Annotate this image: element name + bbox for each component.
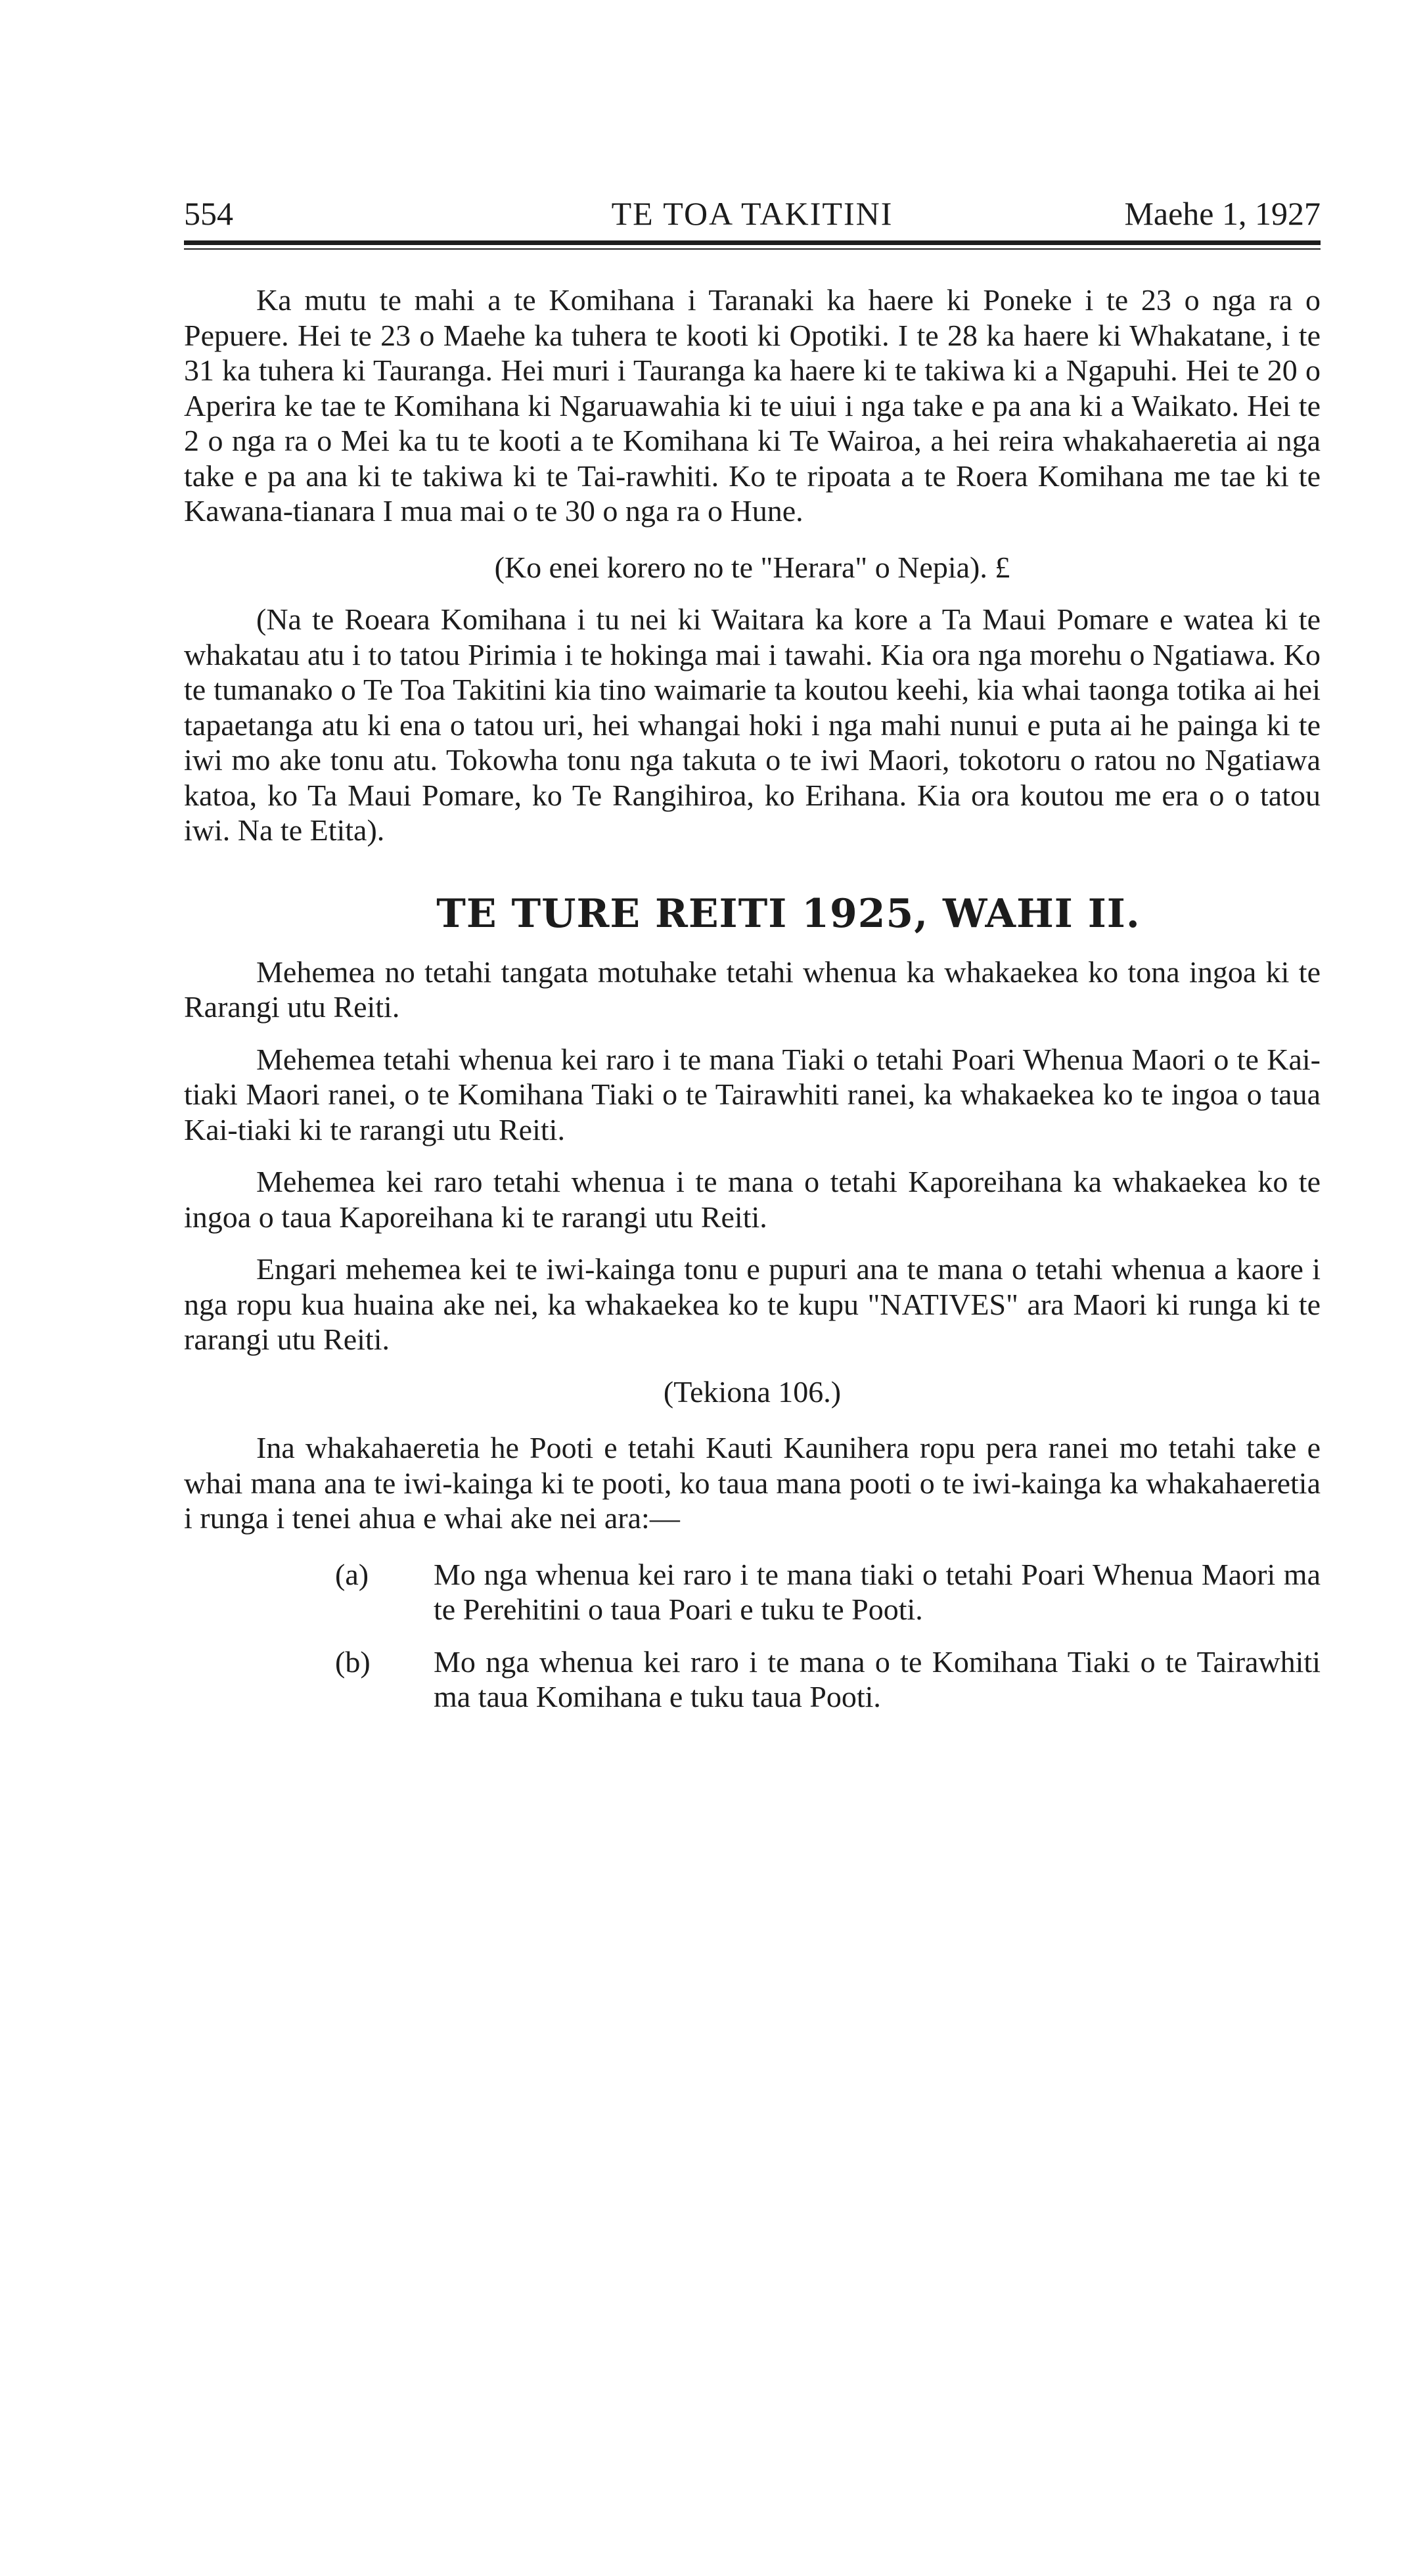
section-paragraph: Mehemea tetahi whenua kei raro i te mana Tiaki o tetahi Poari Whenua Maori o te Kai-tiaki Maori ranei, o te Komihana Tiaki o te Tairawhiti ranei, ka whakaekea ko te ingoa o taua Kai-tiaki ki te rarangi utu Reiti. [184, 1042, 1321, 1146]
page-number: 554 [184, 195, 233, 232]
source-line: (Ko enei korero no te "Herara" o Nepia). £ [494, 550, 1010, 584]
page-content [184, 282, 1321, 1715]
list-item [335, 1557, 1321, 1627]
header-rule-thick [184, 240, 1321, 245]
issue-date: Maehe 1, 1927 [1124, 195, 1321, 232]
section-paragraph: Mehemea kei raro tetahi whenua i te mana o tetahi Kaporeihana ka whakaekea ko te ingoa o taua Kaporeihana ki te rarangi utu Reiti. [184, 1165, 1321, 1234]
list-item-label: (a) [335, 1557, 369, 1591]
section-paragraph: Ina whakahaeretia he Pooti e tetahi Kauti Kaunihera ropu pera ranei mo tetahi take e whai mana ana te iwi-kainga ki te pooti, ko taua mana pooti o te iwi-kainga ka whakahaeretia i runga i tenei ahua e whai ake nei ara:— [184, 1431, 1321, 1535]
section-paragraph: Engari mehemea kei te iwi-kainga tonu e pupuri ana te mana o tetahi whenua a kaore i nga ropu kua huaina ake nei, ka whakaekea ko te kupu "NATIVES" ara Maori ki runga ki te rarangi utu Reiti. [184, 1252, 1321, 1356]
section-heading: TE TURE REITI 1925, WAHI II. [436, 890, 1141, 937]
section-paragraph: Mehemea no tetahi tangata motuhake tetahi whenua ka whakaekea ko tona ingoa ki te Rarangi utu Reiti. [184, 955, 1321, 1024]
list-item-label: (b) [335, 1644, 371, 1679]
publication-title: TE TOA TAKITINI [611, 195, 893, 232]
page-header [184, 191, 1321, 237]
list-item-text: Mo nga whenua kei raro i te mana tiaki o tetahi Poari Whenua Maori ma te Perehitini o taua Poari e tuku te Pooti. [434, 1557, 1321, 1626]
intro-paragraph: Ka mutu te mahi a te Komihana i Taranaki ka haere ki Poneke i te 23 o nga ra o Pepuere. Hei te 23 o Maehe ka tuhera te kooti ki Opotiki. I te 28 ka haere ki Whakatane, i te 31 ka tuhera ki Tauranga. Hei muri i Tauranga ka haere ki te takiwa ki a Ngapuhi. Hei te 20 o Aperira ke tae te Komihana ki Ngaruawahia ki te uiui i nga take e pa ana ki a Waikato. Hei te 2 o nga ra o Mei ka tu te kooti a te Komihana ki Te Wairoa, a hei reira whakahaeretia ai nga take e pa ana ki te takiwa ki te Tai-rawhiti. Ko te ripoata a te Roera Komihana me tae ki te Kawana-tianara I mua mai o te 30 o nga ra o Hune. [184, 283, 1321, 528]
section-reference: (Tekiona 106.) [663, 1374, 842, 1409]
list-item-text: Mo nga whenua kei raro i te mana o te Komihana Tiaki o te Tairawhiti ma taua Komihana e tuku taua Pooti. [434, 1644, 1321, 1713]
editor-note: (Na te Roeara Komihana i tu nei ki Waitara ka kore a Ta Maui Pomare e watea ki te whakatau atu i to tatou Pirimia i te hokinga mai i tawahi. Kia ora nga morehu o Ngatiawa. Ko te tumanako o Te Toa Takitini kia tino waimarie ta koutou keehi, kia whai taonga totika ai hei tapaetanga atu ki ena o tatou uri, hei whangai hoki i nga mahi nunui e puta ai he painga ki te iwi mo ake tonu atu. Tokowha tonu nga takuta o te iwi Maori, tokotoru o ratou no Ngatiawa katoa, ko Ta Maui Pomare, ko Te Rangihiroa, ko Erihana. Kia ora koutou me era o o tatou iwi. Na te Etita). [184, 602, 1321, 847]
header-rule-thin [184, 248, 1321, 250]
list-item [335, 1644, 1321, 1715]
